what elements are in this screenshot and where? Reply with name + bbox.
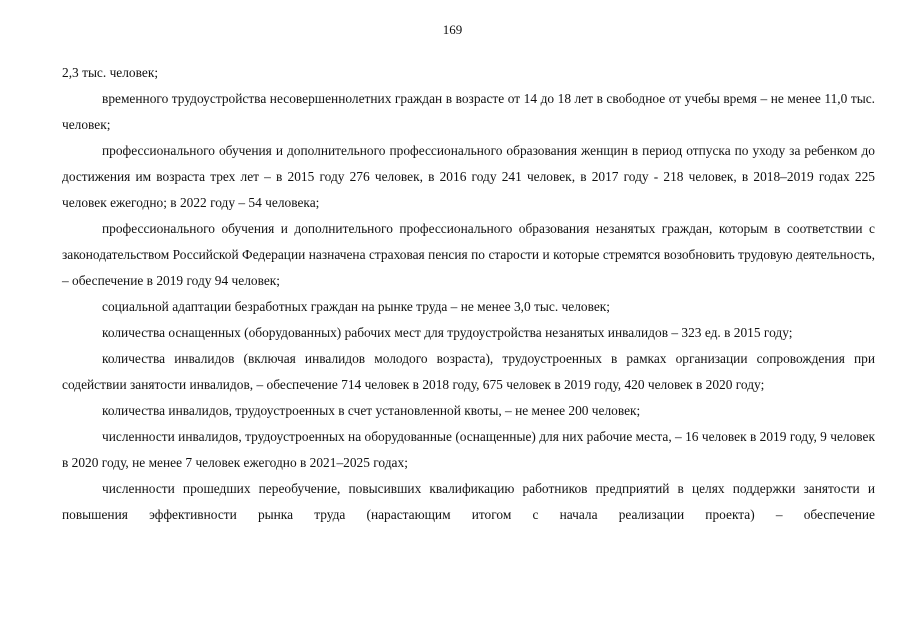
paragraph-equipped-workplaces: количества оснащенных (оборудованных) рабочих мест для трудоустройства незанятых инвалидов – 323 ед. в 2015 году;	[102, 325, 793, 340]
paragraph-retraining: численности прошедших переобучение, повысивших квалификацию работников предприятий в целях поддержки занятости и повышения эффективности рынка труда (нарастающим итогом с начала реализации проекта) – обеспечение	[62, 481, 875, 522]
paragraph-pensioner-training: профессионального обучения и дополнительного профессионального образования незанятых граждан, которым в соответствии с законодательством Российской Федерации назначена страховая пенсия по старости и которые стремятся возобновить трудовую деятельность, – обеспечение в 2019 году 94 человек;	[62, 221, 875, 288]
paragraph-quota-employment: количества инвалидов, трудоустроенных в счет установленной квоты, – не менее 200 человек;	[102, 403, 641, 418]
paragraph-teen-employment: временного трудоустройства несовершеннолетних граждан в возрасте от 14 до 18 лет в свободное от учебы время – не менее 11,0 тыс. человек;	[62, 91, 875, 132]
page-number: 169	[442, 22, 463, 37]
paragraph-disabled-workplaces: численности инвалидов, трудоустроенных на оборудованные (оснащенные) для них рабочие места, – 16 человек в 2019 году, 9 человек в 2020 году, не менее 7 человек ежегодно в 2021–2025 годах;	[62, 429, 875, 470]
paragraph-disabled-support: количества инвалидов (включая инвалидов молодого возраста), трудоустроенных в рамках организации сопровождения при содействии занятости инвалидов, – обеспечение 714 человек в 2018 году, 675 человек в 2019 году, 420 человек в 2020 году;	[62, 351, 875, 392]
paragraph-women-training: профессионального обучения и дополнительного профессионального образования женщин в период отпуска по уходу за ребенком до достижения им возраста трех лет – в 2015 году 276 человек, в 2016 году 241 человек, в 2017 году - 218 человек, в 2018–2019 годах 225 человек ежегодно; в 2022 году – 54 человека;	[62, 143, 875, 210]
document-body	[62, 60, 875, 528]
paragraph-social-adaptation: социальной адаптации безработных граждан на рынке труда – не менее 3,0 тыс. человек;	[102, 299, 611, 314]
paragraph-continuation: 2,3 тыс. человек;	[62, 65, 159, 80]
